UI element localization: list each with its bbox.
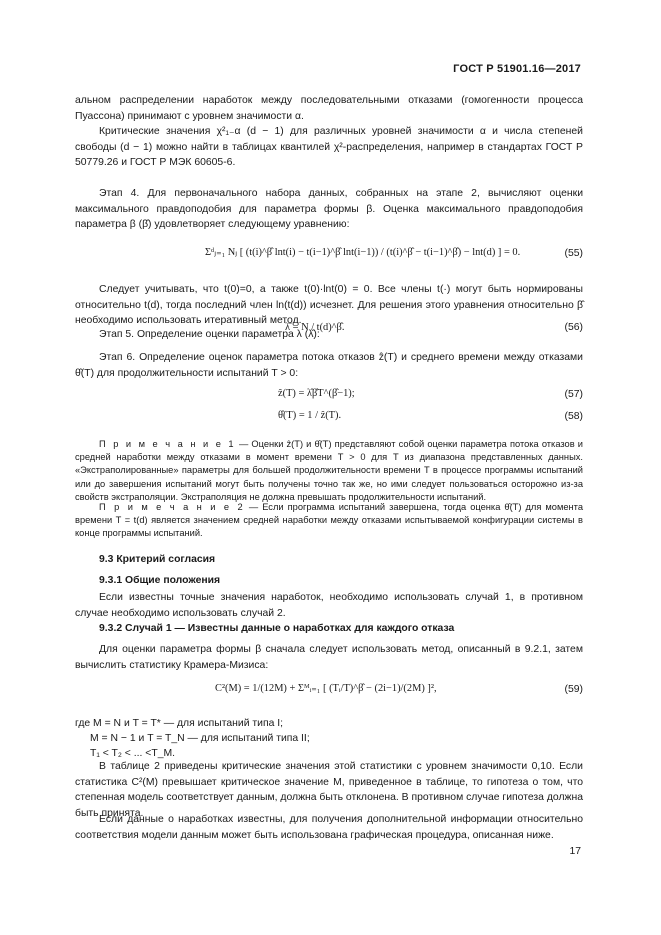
standard-header: ГОСТ Р 51901.16—2017 bbox=[453, 63, 581, 75]
paragraph: В таблице 2 приведены критические значения этой статистики с уровнем значимости 0,10. Если статистика C²(M) превышает критическое значение M, приведенное в таблице, то гипотеза о том, что степенная модель соответствует данным, должна быть отклонена. В противном случае гипотеза должна быть принята. bbox=[75, 761, 583, 819]
note-text: — Если программа испытаний завершена, тогда оценка θ̂(T) для момента времени T = t(d) является значением средней наработки между отказами испытываемой конфигурации системы в конце программы испытаний. bbox=[75, 502, 583, 539]
paragraph: Критические значения χ²₁₋α (d − 1) для различных уровней значимости α и числа степеней свободы (d − 1) можно найти в таблицах квантилей χ²-распределения, например в стандартах ГОСТ Р 50779.26 и ГОСТ Р МЭК 60605-6. bbox=[75, 126, 583, 168]
paragraph: Для оценки параметра формы β сначала следует использовать метод, описанный в 9.2.1, затем вычислить статистику Крамера-Мизиса: bbox=[75, 644, 583, 671]
note-label: П р и м е ч а н и е 2 bbox=[99, 502, 245, 512]
paragraph: Этап 5. Определение оценки параметра λ (λ̂): bbox=[99, 329, 320, 340]
note-2 bbox=[75, 501, 583, 541]
equation-56-text: λ̂ = N / t(d)^β̂. bbox=[285, 322, 345, 333]
paragraph: Этап 4. Для первоначального набора данных, собранных на этапе 2, вычисляют оценки максимального правдоподобия для параметра формы β. Оценка максимального правдоподобия параметра β (β̂) удовлетворяет следующему уравнению: bbox=[75, 188, 583, 230]
subsection-heading: 9.3.1 Общие положения bbox=[99, 575, 221, 586]
section-heading: 9.3 Критерий согласия bbox=[99, 554, 216, 565]
equation-number: (59) bbox=[564, 684, 583, 695]
paragraph: Этап 6. Определение оценок параметра потока отказов ẑ(T) и среднего времени между отказами θ̂(T) для продолжительности испытаний T > 0: bbox=[75, 352, 583, 379]
equation-55: Σᵈⱼ₌₁ Nⱼ [ (t(i)^β̂ lnt(i) − t(i−1)^β̂ lnt(i−1)) / (t(i)^β̂ − t(i−1)^β̂) − lnt(d) ] = 0. bbox=[205, 247, 521, 258]
note-label: П р и м е ч а н и е 1 bbox=[99, 439, 236, 449]
equation-57: ẑ(T) = λ̂β̂T^(β̂−1); bbox=[278, 388, 355, 399]
equation-number: (56) bbox=[564, 322, 583, 333]
where-line: где M = N и T = T* — для испытаний типа I; bbox=[75, 718, 284, 729]
equation-58: θ̂(T) = 1 / ẑ(T). bbox=[278, 410, 342, 421]
paragraph: Если данные о наработках известны, для получения дополнительной информации относительно соответствия модели данным может быть использована графическая процедура, описанная ниже. bbox=[75, 814, 583, 841]
page-number: 17 bbox=[569, 846, 581, 857]
equation-number: (57) bbox=[564, 389, 583, 400]
equation-59: C²(M) = 1/(12M) + Σᴹᵢ₌₁ [ (Tᵢ/T)^β̂ − (2i−1)/(2M) ]², bbox=[215, 683, 437, 694]
note-1 bbox=[75, 438, 583, 504]
paragraph: альном распределении наработок между последовательными отказами (гомогенности процесса Пуассона) принимают с уровнем значимости α. bbox=[75, 95, 583, 122]
paragraph: Если известны точные значения наработок, необходимо использовать случай 1, в противном случае необходимо использовать случай 2. bbox=[75, 592, 583, 619]
where-line: M = N − 1 и T = T_N — для испытаний типа II; bbox=[90, 733, 310, 744]
note-text: — Оценки ẑ(T) и θ̂(T) представляют собой оценки параметра потока отказов и средней наработки между отказами в момент времени T > 0 для T из диапазона представленных данных. «Экстраполированные» параметры для большей продолжительности времени T в процессе программы испытаний или до завершения испытаний могут быть получены точно так же, но ими следует пользоваться осторожно из-за свойств экстраполяции. Экстраполяция не должна превышать продолжительности испытаний. bbox=[75, 439, 583, 502]
paragraph: Следует учитывать, что t(0)=0, а также t(0)·lnt(0) = 0. Все члены t(·) могут быть нормированы относительно t(d), тогда последний член ln(t(d)) исчезнет. Для решения этого уравнения относительно β̂ необходимо использовать итеративный метод. bbox=[75, 284, 583, 326]
equation-number: (55) bbox=[564, 248, 583, 259]
subsection-heading: 9.3.2 Случай 1 — Известны данные о наработках для каждого отказа bbox=[99, 623, 455, 634]
equation-number: (58) bbox=[564, 411, 583, 422]
where-line: T₁ < T₂ < ... <T_M. bbox=[90, 748, 176, 759]
